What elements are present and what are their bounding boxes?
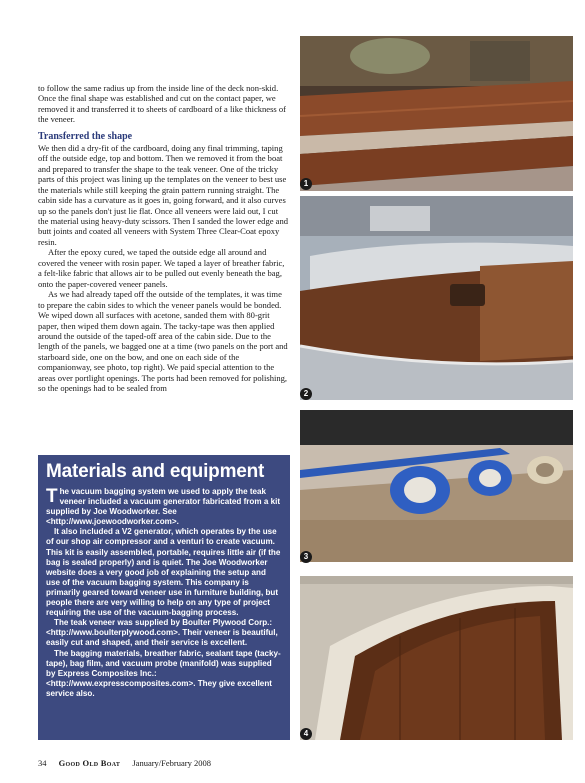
drop-cap: T	[46, 486, 58, 507]
article-paragraph: We then did a dry-fit of the cardboard, doing any final trimming, taping off the outside edge, top and bottom. Then we removed it from the boat and prepared to transfer the shape to the teak veneer. One of the tricky parts of this project was lining up the templates on the veneer to best use the materials while still keeping the grain pattern running straight. The cabin side has a curvature as it goes in, going forward, and it also curves up so the panels don't just lie flat. Once all veneers were laid out, I cut the material using heavy-duty scissors. Then I sanded the lower edge and butt joints and coated all veneers with System Three Clear-Coat epoxy resin.	[38, 142, 289, 247]
photo-vacuum-bagging	[300, 196, 573, 400]
page-number: 34	[38, 758, 47, 768]
photo-number-badge: 4	[300, 728, 312, 740]
sidebar-title: Materials and equipment	[46, 461, 265, 482]
magazine-name: Good Old Boat	[58, 758, 121, 768]
article-paragraph: to follow the same radius up from the inside line of the deck non-skid. Once the final shape was established and cut on the contact paper, we removed it and transferred it to sheets of cardboard of a like thickness of the veneer.	[38, 83, 287, 125]
sidebar-text: he vacuum bagging system we used to apply the teak veneer included a vacuum generator fabricated from a kit supplied by Joe Woodworker. See <http://www.joewoodworker.com>.	[46, 487, 281, 527]
article-paragraph: As we had already taped off the outside of the templates, it was time to prepare the cabin sides to which the veneer panels would be bonded. We wiped down all surfaces with acetone, sanded them with 80-grit paper, then wiped them down again. The tacky-tape was then applied around the outside of the taped-off area of the cabin side. Due to the length of the panels, we bagged one at a time (two panels on the port and starboard side, one on the bow, and one on each side of the companionway, see photo, top right). We paid special attention to the areas over portlight openings. The ports had been removed for polishing, so the openings had to be sealed from	[38, 289, 288, 394]
issue-date: January/February 2008	[132, 758, 211, 768]
article-column	[38, 83, 290, 394]
photo-veneer-panels	[300, 36, 573, 191]
article-subhead: Transferred the shape	[38, 130, 133, 142]
sidebar-paragraph: The teak veneer was supplied by Boulter Plywood Corp.: <http://www.boulterplywood.com>. Their veneer is beautiful, easily cut and shaped, and their service is excellent.	[46, 618, 278, 648]
sidebar-paragraph: The bagging materials, breather fabric, sealant tape (tacky-tape), bag film, and vacuum probe (manifold) was supplied by Express Composites Inc.: <http://www.expresscomposites.com>. They give excellent service also.	[46, 648, 281, 698]
page-footer	[38, 758, 221, 768]
photo-number-badge: 3	[300, 551, 312, 563]
photo-finished-teak	[300, 576, 573, 740]
photo-number-badge: 1	[300, 178, 312, 190]
article-paragraph: After the epoxy cured, we taped the outside edge all around and covered the veneer with rosin paper. We taped a layer of breather fabric, a felt-like fabric that allows air to be pulled out evenly beneath the bag, onto the paper-covered veneer panels.	[38, 247, 285, 289]
photo-tape-rolls	[300, 410, 573, 562]
sidebar-paragraph	[46, 487, 282, 527]
materials-sidebar	[38, 455, 290, 740]
photo-number-badge: 2	[300, 388, 312, 400]
sidebar-paragraph: It also included a V2 generator, which operates by the use of our shop air compressor and a venturi to create vacuum. This kit is easily assembled, portable, requires little air (if the bag is sealed properly) and is quiet. The Joe Woodworker website does a very good job of explaining the setup and use of the vacuum bagging system. This company is primarily geared toward veneer use in furniture building, but people there are very willing to help on any type of project requiring the use of the vacuum-bagging process.	[46, 527, 281, 618]
